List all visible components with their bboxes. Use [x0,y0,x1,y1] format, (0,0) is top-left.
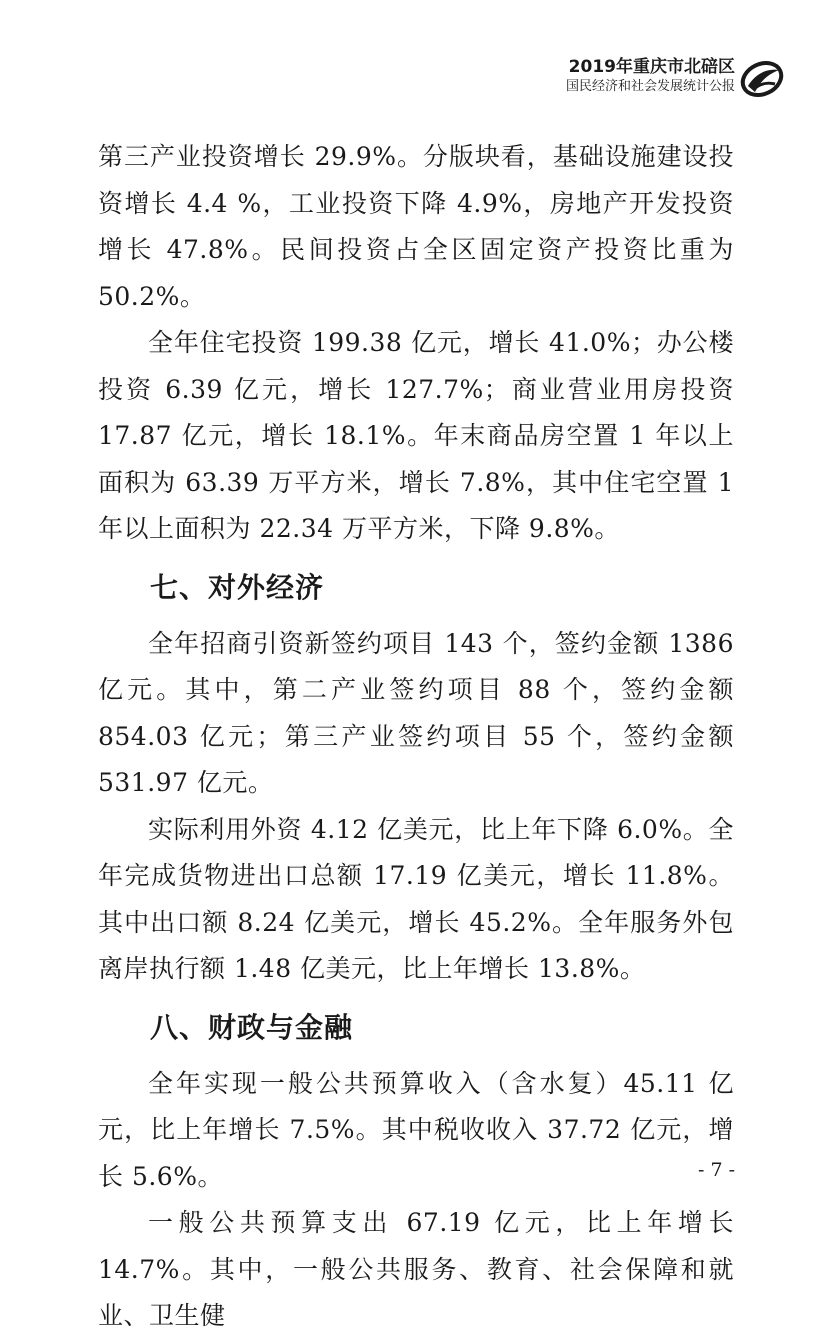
paragraph-budget-expenditure: 一般公共预算支出 67.19 亿元，比上年增长 14.7%。其中，一般公共服务、教育、社会保障和就业、卫生健 [98,1208,734,1330]
bulletin-header [566,56,735,96]
document-body [98,134,734,1340]
paragraph-budget-revenue: 全年实现一般公共预算收入（含水复）45.11 亿元，比上年增长 7.5%。其中税收收入 37.72 亿元，增长 5.6%。 [98,1068,734,1191]
section-heading-external-economy: 七、对外经济 [150,570,325,604]
bulletin-subtitle: 国民经济和社会发展统计公报 [565,79,735,94]
paragraph-investment-attraction: 全年招商引资新签约项目 143 个，签约金额 1386 亿元。其中，第二产业签约项目 88 个，签约金额 854.03 亿元；第三产业签约项目 55 个，签约金额 531.97 亿元。 [98,628,734,797]
page-number: - 7 - [697,1159,735,1181]
bulletin-title: 2019年重庆市北碚区 [568,57,735,77]
section-heading-finance: 八、财政与金融 [150,1010,354,1044]
paragraph-investment-breakdown: 第三产业投资增长 29.9%。分版块看，基础设施建设投资增长 4.4 %，工业投资下降 4.9%，房地产开发投资增长 47.8%。民间投资占全区固定资产投资比重为 50.2%。 [98,142,734,311]
paragraph-housing-investment: 全年住宅投资 199.38 亿元，增长 41.0%；办公楼投资 6.39 亿元，增长 127.7%；商业营业用房投资 17.87 亿元，增长 18.1%。年末商品房空置 1 年以上面积为 63.39 万平方米，增长 7.8%，其中住宅空置 1 年以上面积为 22.34 万平方米，下降 9.8%。 [98,328,734,543]
circular-swoosh-logo-icon [739,56,785,102]
paragraph-foreign-trade: 实际利用外资 4.12 亿美元，比上年下降 6.0%。全年完成货物进出口总额 17.19 亿美元，增长 11.8%。其中出口额 8.24 亿美元，增长 45.2%。全年服务外包离岸执行额 1.48 亿美元，比上年增长 13.8%。 [98,814,734,983]
